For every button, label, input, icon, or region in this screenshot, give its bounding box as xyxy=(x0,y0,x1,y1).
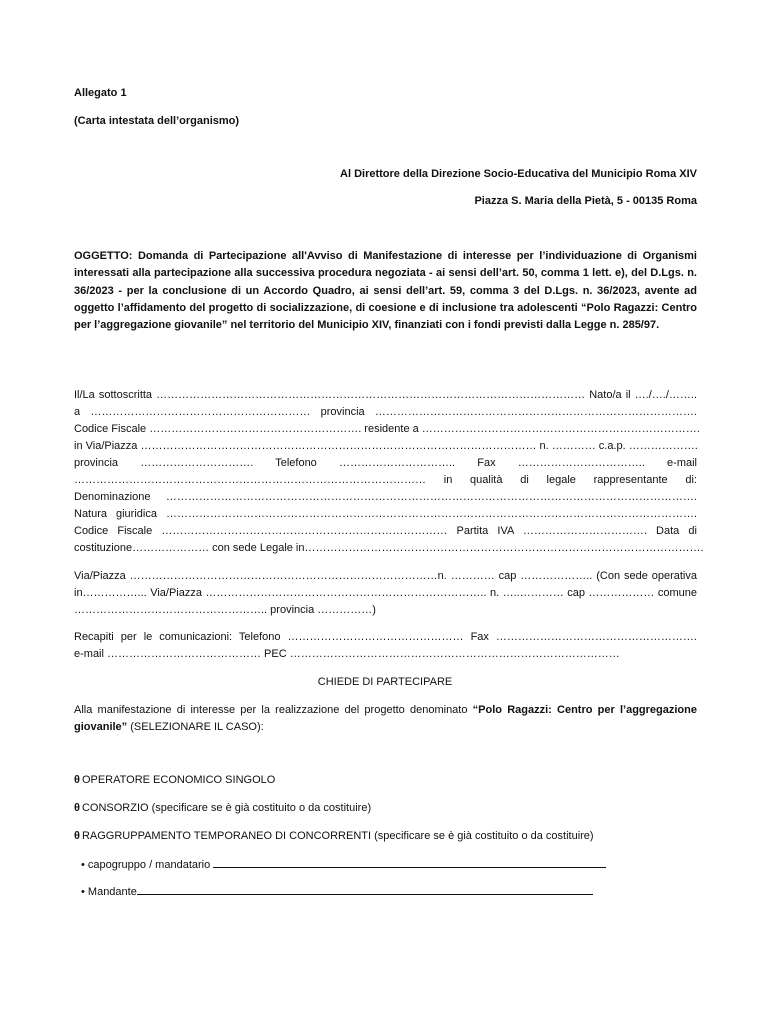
form-line-9: Codice Fiscale …………………………………………………………………… Partita IVA ……………………………. Data di xyxy=(74,525,697,537)
form-line-8: Natura giuridica ………………………………………………………………………………………………………………………………. xyxy=(74,508,697,520)
contacts-line-1: Recapiti per le comunicazioni: Telefono ………………………………………… Fax ………………………………………………. xyxy=(74,631,697,643)
bullet-capogruppo xyxy=(81,857,606,871)
project-name: “Polo Ragazzi: Centro per l’aggregazione giovanile” xyxy=(74,704,697,734)
option-checkbox-glyph: θ xyxy=(74,774,80,786)
form-line-13: …………………………………………….. provincia ……………) xyxy=(74,604,376,616)
request-paragraph xyxy=(74,702,697,737)
option-label: CONSORZIO (specificare se è già costituito o da costituire) xyxy=(81,802,372,814)
form-line-3: Codice Fiscale …………………………………………………. residente a …………………………………………………………………. xyxy=(74,423,700,435)
form-line-6: …………………………………………………………………………………… in qualità di legale rappresentante di: xyxy=(74,474,697,486)
form-line-1: Il/La sottoscritta ……………………………………………………………………………………………………… Nato/a il …./…./…….. xyxy=(74,389,697,401)
form-line-4: in Via/Piazza ……………………………………………………………………………………………… n. ………… c.a.p. ………………. xyxy=(74,440,698,452)
option-single-operator[interactable] xyxy=(74,774,275,786)
request-text-start: Alla manifestazione di interesse per la realizzazione del progetto denominato xyxy=(74,704,473,716)
option-label: OPERATORE ECONOMICO SINGOLO xyxy=(81,774,276,786)
contacts-line-2: e-mail …………………………………… PEC ……………………………………………………………………………… xyxy=(74,648,620,660)
form-line-10: costituzione………………… con sede Legale in………………………………………………………………………………………………. xyxy=(74,542,704,554)
subject-paragraph: OGGETTO: Domanda di Partecipazione all'Avviso di Manifestazione di interesse per l’individuazione di Organismi interessati alla partecipazione alla successiva procedura negoziata - ai sensi dell’art. 50, comma 1 lett. e), del D.Lgs. n. 36/2023 - per la conclusione di un Accordo Quadro, ai sensi dell’art. 59, comma 3 del D.Lgs. n. 36/2023, avente ad oggetto l’affidamento del progetto di socializzazione, di coesione e di inclusione tra adolescenti “Polo Ragazzi: Centro per l’aggregazione giovanile” nel territorio del Municipio XIV, finanziati con i fondi previsti dalla Legge n. 285/97. xyxy=(74,250,697,332)
letterhead-note: (Carta intestata dell’organismo) xyxy=(74,115,240,127)
form-line-7: Denominazione ………………………………………………………………………………………………………………………………. xyxy=(74,491,697,503)
capogruppo-fill-line[interactable] xyxy=(213,857,606,868)
annex-label: Allegato 1 xyxy=(74,87,127,99)
form-line-2: a …………………………………………………… provincia ……………………………………………………………………………. xyxy=(74,406,697,418)
form-line-11: Via/Piazza …………………………………………………………………………n. ………… cap ……………….. (Con sede operativa xyxy=(74,570,697,582)
option-temporary-grouping[interactable] xyxy=(74,830,594,842)
recipient-line-2: Piazza S. Maria della Pietà, 5 - 00135 Roma xyxy=(474,195,697,207)
bullet-mandante xyxy=(81,884,593,898)
form-line-5: provincia …………………………. Telefono ………………………….. Fax …………………………….. e-mail xyxy=(74,457,697,469)
request-heading: CHIEDE DI PARTECIPARE xyxy=(317,676,453,688)
bullet-label: • Mandante xyxy=(81,886,137,898)
option-consortium[interactable] xyxy=(74,802,371,814)
bullet-label: • capogruppo / mandatario xyxy=(81,859,211,871)
option-label: RAGGRUPPAMENTO TEMPORANEO DI CONCORRENTI (specificare se è già costituito o da costituire) xyxy=(81,830,594,842)
option-checkbox-glyph: θ xyxy=(74,802,80,814)
form-line-12: in……………... Via/Piazza ………………………………………………………………….. n. …..………… cap ……………… comune xyxy=(74,587,697,599)
mandante-fill-line[interactable] xyxy=(137,884,593,895)
option-checkbox-glyph: θ xyxy=(74,830,80,842)
recipient-line-1: Al Direttore della Direzione Socio-Educativa del Municipio Roma XIV xyxy=(340,168,697,180)
request-text-end: (SELEZIONARE IL CASO): xyxy=(127,721,264,734)
